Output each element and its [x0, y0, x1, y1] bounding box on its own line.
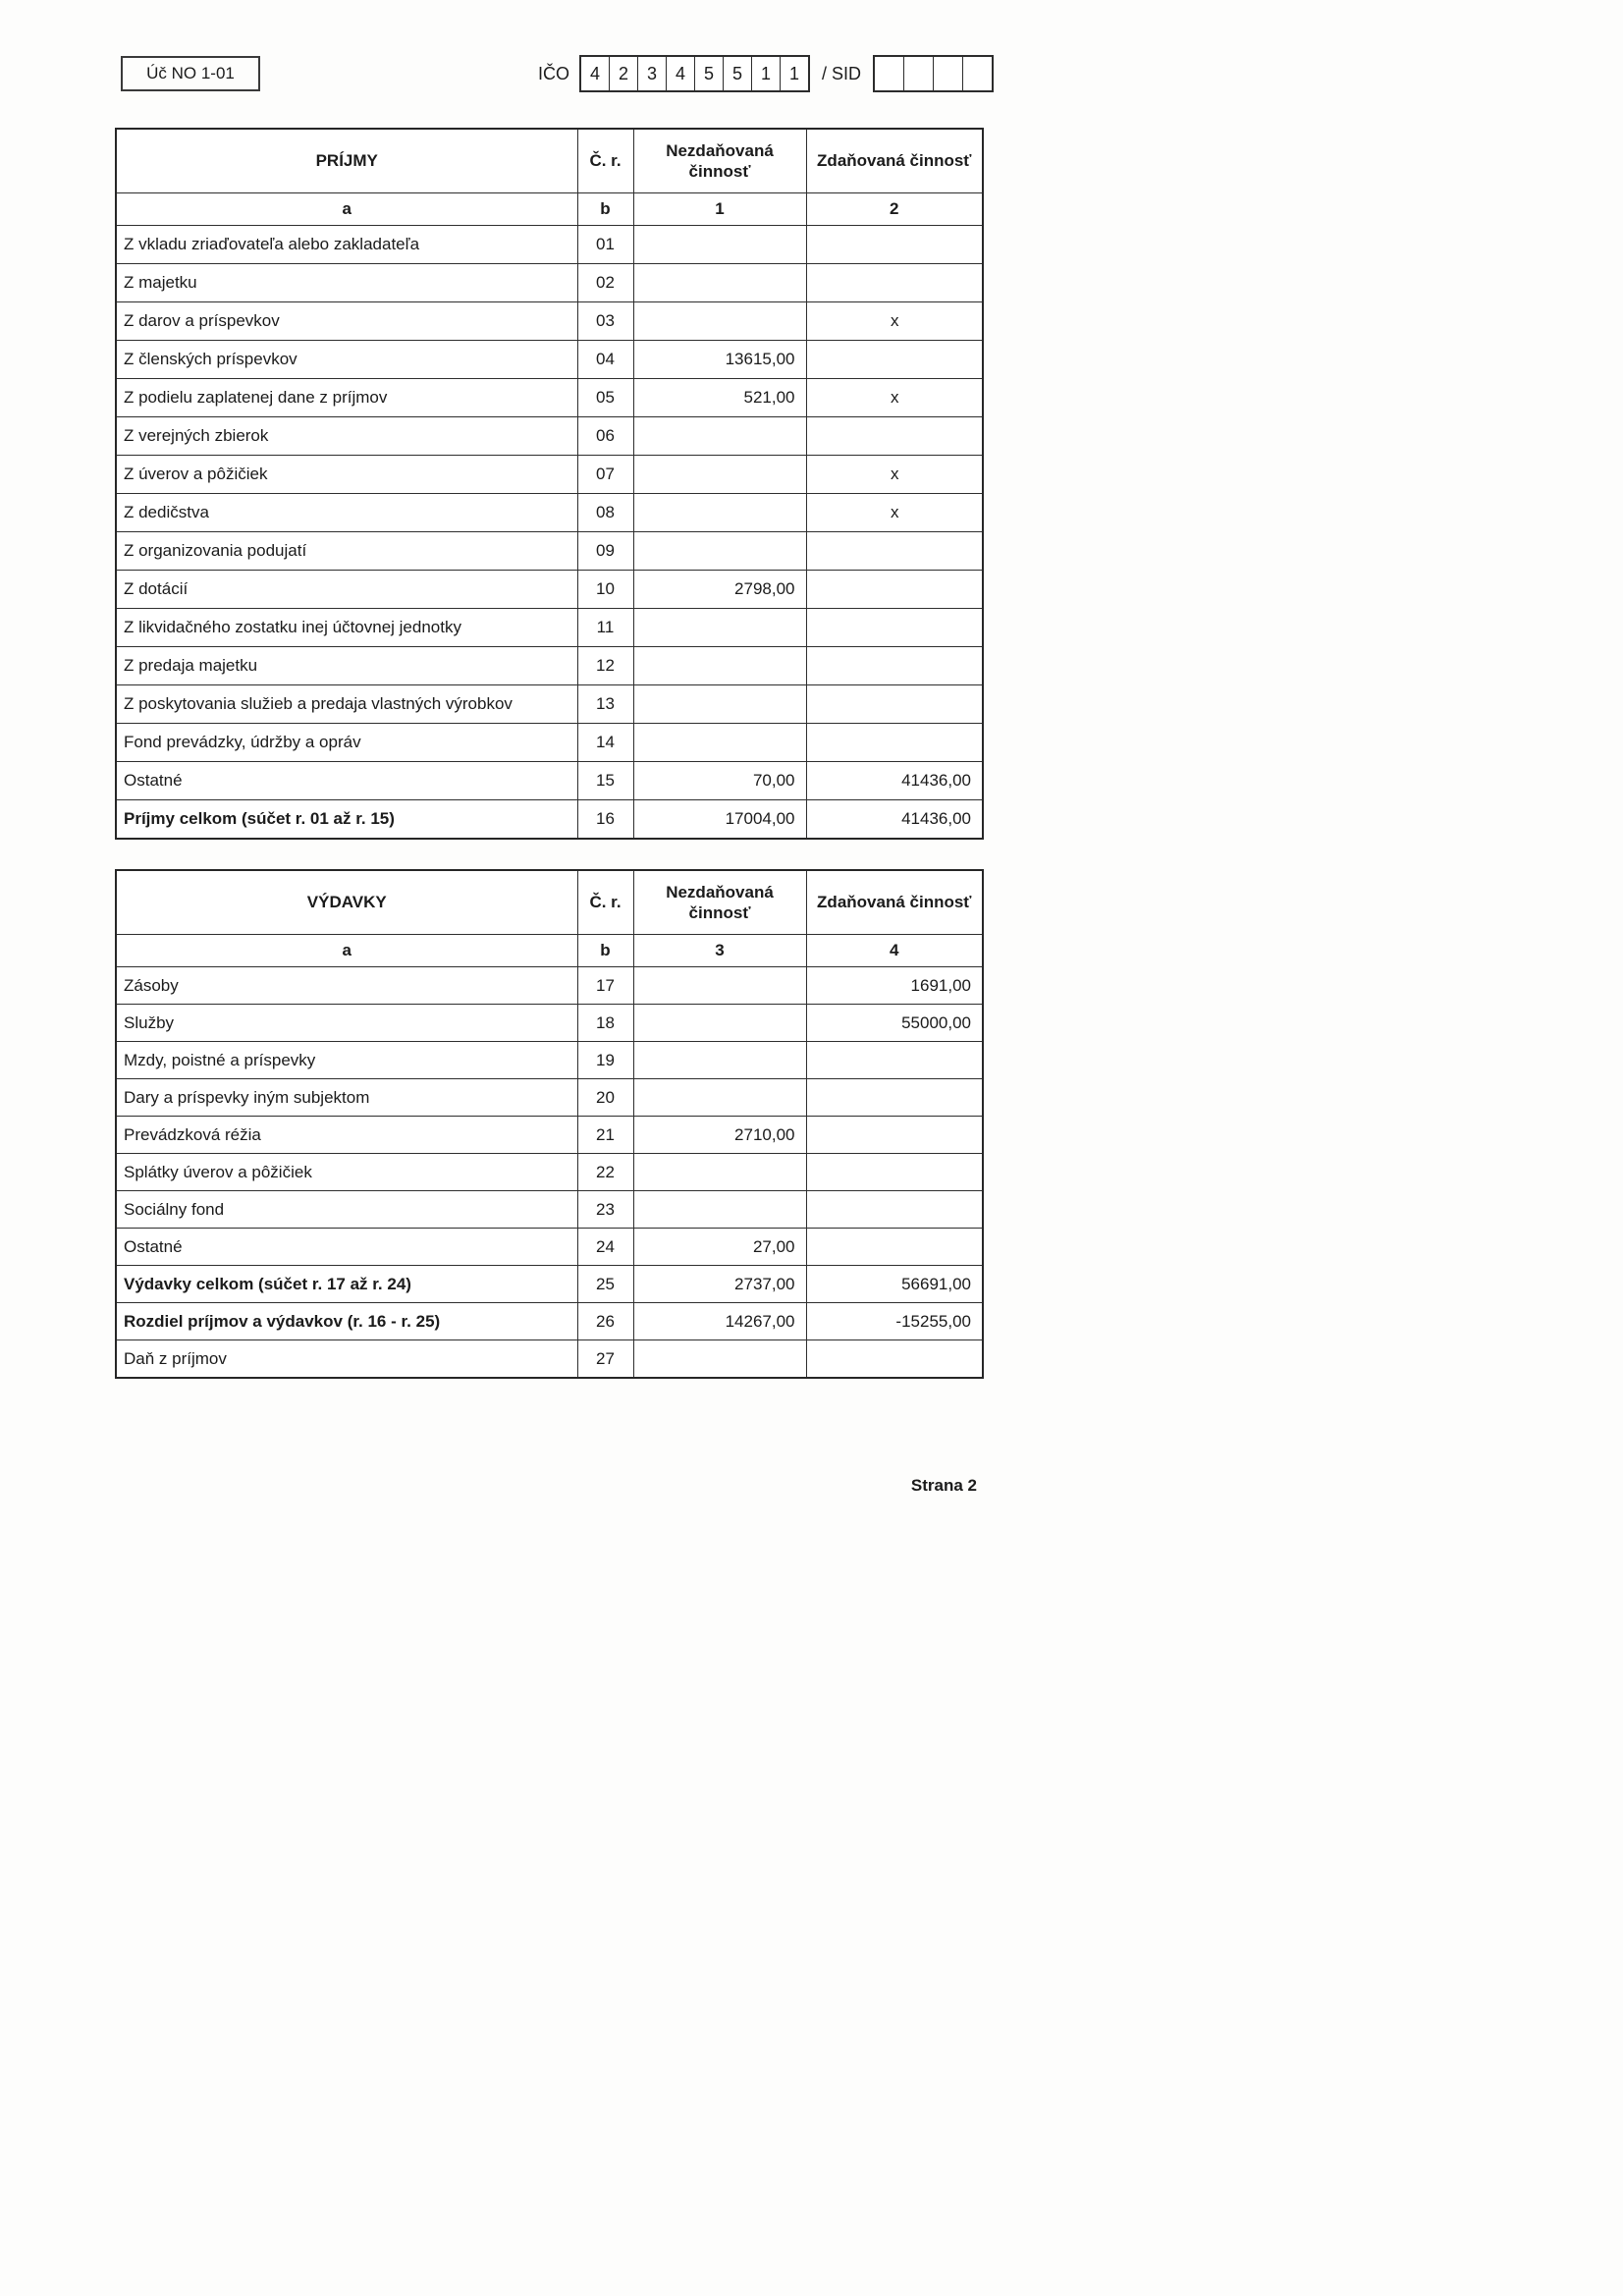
vydavky-header-row: [116, 870, 983, 935]
table-row: [116, 762, 983, 800]
value-nontaxed: [633, 494, 806, 532]
ico-digit: 5: [724, 57, 752, 90]
row-label: Sociálny fond: [116, 1191, 577, 1229]
value-taxed: x: [806, 494, 983, 532]
ico-digit-boxes: [579, 55, 810, 92]
table-row: [116, 302, 983, 341]
prijmy-header-row: [116, 129, 983, 193]
sid-boxes: [873, 55, 994, 92]
row-number: 09: [577, 532, 633, 571]
value-taxed: [806, 1079, 983, 1117]
value-taxed: 56691,00: [806, 1266, 983, 1303]
value-nontaxed: 27,00: [633, 1229, 806, 1266]
row-label: Z verejných zbierok: [116, 417, 577, 456]
row-label: Ostatné: [116, 762, 577, 800]
table-row: [116, 226, 983, 264]
row-number: 23: [577, 1191, 633, 1229]
subheader-3: 3: [633, 935, 806, 967]
row-label: Z likvidačného zostatku inej účtovnej jednotky: [116, 609, 577, 647]
subheader-a: a: [116, 193, 577, 226]
col-nontaxed-header: Nezdaňovaná činnosť: [633, 870, 806, 935]
row-number: 22: [577, 1154, 633, 1191]
value-taxed: [806, 341, 983, 379]
value-nontaxed: 13615,00: [633, 341, 806, 379]
value-nontaxed: [633, 647, 806, 685]
value-nontaxed: 2710,00: [633, 1117, 806, 1154]
value-taxed: x: [806, 456, 983, 494]
table-row: [116, 1079, 983, 1117]
sid-cell: [934, 57, 963, 90]
row-label: Z majetku: [116, 264, 577, 302]
sid-cell: [875, 57, 904, 90]
value-taxed: [806, 571, 983, 609]
row-number: 15: [577, 762, 633, 800]
row-label: Daň z príjmov: [116, 1340, 577, 1379]
value-nontaxed: [633, 724, 806, 762]
row-number: 17: [577, 967, 633, 1005]
value-nontaxed: [633, 1079, 806, 1117]
subheader-b: b: [577, 935, 633, 967]
row-label: Príjmy celkom (súčet r. 01 až r. 15): [116, 800, 577, 840]
value-nontaxed: [633, 226, 806, 264]
page-number: Strana 2: [910, 1476, 977, 1495]
table-row: [116, 1229, 983, 1266]
row-number: 02: [577, 264, 633, 302]
value-nontaxed: [633, 1042, 806, 1079]
row-number: 07: [577, 456, 633, 494]
subheader-b: b: [577, 193, 633, 226]
row-number: 11: [577, 609, 633, 647]
value-taxed: 41436,00: [806, 800, 983, 840]
row-number: 05: [577, 379, 633, 417]
row-number: 12: [577, 647, 633, 685]
value-nontaxed: [633, 967, 806, 1005]
row-label: Zásoby: [116, 967, 577, 1005]
row-label: Splátky úverov a pôžičiek: [116, 1154, 577, 1191]
sid-cell: [904, 57, 934, 90]
value-taxed: [806, 647, 983, 685]
row-number: 26: [577, 1303, 633, 1340]
value-taxed: x: [806, 379, 983, 417]
value-nontaxed: [633, 685, 806, 724]
table-row: [116, 1042, 983, 1079]
table-row: [116, 1005, 983, 1042]
value-nontaxed: 521,00: [633, 379, 806, 417]
row-label: Výdavky celkom (súčet r. 17 až r. 24): [116, 1266, 577, 1303]
subheader-4: 4: [806, 935, 983, 967]
form-code-box: [121, 56, 260, 91]
table-row: [116, 456, 983, 494]
table-row: [116, 724, 983, 762]
ico-sid-row: [538, 55, 994, 92]
value-nontaxed: [633, 1340, 806, 1379]
subheader-1: 1: [633, 193, 806, 226]
value-taxed: [806, 1229, 983, 1266]
value-nontaxed: 70,00: [633, 762, 806, 800]
row-label: Služby: [116, 1005, 577, 1042]
value-taxed: [806, 226, 983, 264]
row-number: 16: [577, 800, 633, 840]
prijmy-table: [115, 128, 984, 840]
ico-digit: 5: [695, 57, 724, 90]
value-nontaxed: 14267,00: [633, 1303, 806, 1340]
row-number: 06: [577, 417, 633, 456]
table-row: [116, 1154, 983, 1191]
col-nontaxed-header: Nezdaňovaná činnosť: [633, 129, 806, 193]
value-nontaxed: [633, 417, 806, 456]
value-taxed: [806, 685, 983, 724]
value-nontaxed: [633, 1005, 806, 1042]
value-taxed: [806, 532, 983, 571]
sid-label: / SID: [822, 63, 862, 83]
row-label: Z organizovania podujatí: [116, 532, 577, 571]
ico-digit: 2: [610, 57, 638, 90]
value-taxed: [806, 724, 983, 762]
row-label: Z podielu zaplatenej dane z príjmov: [116, 379, 577, 417]
prijmy-table-body: [116, 226, 983, 840]
row-number: 04: [577, 341, 633, 379]
value-taxed: -15255,00: [806, 1303, 983, 1340]
table-row: [116, 1117, 983, 1154]
value-taxed: [806, 1191, 983, 1229]
value-taxed: 41436,00: [806, 762, 983, 800]
value-taxed: [806, 417, 983, 456]
row-number: 14: [577, 724, 633, 762]
row-number: 21: [577, 1117, 633, 1154]
ico-digit: 1: [752, 57, 781, 90]
row-label: Rozdiel príjmov a výdavkov (r. 16 - r. 25): [116, 1303, 577, 1340]
row-number: 13: [577, 685, 633, 724]
prijmy-title: PRÍJMY: [116, 129, 577, 193]
value-nontaxed: [633, 302, 806, 341]
value-taxed: 55000,00: [806, 1005, 983, 1042]
row-label: Z darov a príspevkov: [116, 302, 577, 341]
value-nontaxed: [633, 1154, 806, 1191]
row-number: 03: [577, 302, 633, 341]
table-row: [116, 341, 983, 379]
ico-label: IČO: [538, 63, 570, 83]
value-nontaxed: [633, 532, 806, 571]
row-label: Prevádzková réžia: [116, 1117, 577, 1154]
value-taxed: [806, 1340, 983, 1379]
row-label: Z predaja majetku: [116, 647, 577, 685]
table-row: [116, 1340, 983, 1379]
row-number: 10: [577, 571, 633, 609]
row-label: Mzdy, poistné a príspevky: [116, 1042, 577, 1079]
value-nontaxed: [633, 264, 806, 302]
col-cr-header: Č. r.: [577, 129, 633, 193]
vydavky-table-body: [116, 967, 983, 1379]
row-number: 25: [577, 1266, 633, 1303]
prijmy-subheader-row: [116, 193, 983, 226]
value-taxed: x: [806, 302, 983, 341]
value-nontaxed: 17004,00: [633, 800, 806, 840]
table-row: [116, 494, 983, 532]
table-row: [116, 609, 983, 647]
table-row: [116, 417, 983, 456]
subheader-a: a: [116, 935, 577, 967]
row-label: Z dedičstva: [116, 494, 577, 532]
row-label: Z poskytovania služieb a predaja vlastných výrobkov: [116, 685, 577, 724]
ico-digit: 4: [667, 57, 695, 90]
ico-digit: 4: [581, 57, 610, 90]
vydavky-subheader-row: [116, 935, 983, 967]
value-taxed: 1691,00: [806, 967, 983, 1005]
value-nontaxed: [633, 609, 806, 647]
table-row: [116, 532, 983, 571]
row-number: 08: [577, 494, 633, 532]
sid-cell: [963, 57, 992, 90]
vydavky-title: VÝDAVKY: [116, 870, 577, 935]
vydavky-table: [115, 869, 984, 1379]
row-number: 19: [577, 1042, 633, 1079]
value-nontaxed: [633, 456, 806, 494]
total-row: [116, 1266, 983, 1303]
ico-digit: 1: [789, 63, 800, 83]
table-row: [116, 647, 983, 685]
total-row: [116, 1303, 983, 1340]
subheader-2: 2: [806, 193, 983, 226]
value-taxed: [806, 1154, 983, 1191]
table-row: [116, 571, 983, 609]
value-taxed: [806, 1042, 983, 1079]
row-number: 18: [577, 1005, 633, 1042]
row-label: Dary a príspevky iným subjektom: [116, 1079, 577, 1117]
row-number: 20: [577, 1079, 633, 1117]
row-label: Fond prevádzky, údržby a opráv: [116, 724, 577, 762]
row-number: 24: [577, 1229, 633, 1266]
value-taxed: [806, 609, 983, 647]
table-row: [116, 1191, 983, 1229]
col-taxed-header: Zdaňovaná činnosť: [806, 870, 983, 935]
table-row: [116, 967, 983, 1005]
table-row: [116, 379, 983, 417]
row-label: Z vkladu zriaďovateľa alebo zakladateľa: [116, 226, 577, 264]
value-nontaxed: [633, 1191, 806, 1229]
table-row: [116, 264, 983, 302]
row-label: Z dotácií: [116, 571, 577, 609]
row-number: 27: [577, 1340, 633, 1379]
value-nontaxed: 2798,00: [633, 571, 806, 609]
ico-digit: 3: [638, 57, 667, 90]
row-number: 01: [577, 226, 633, 264]
value-taxed: [806, 264, 983, 302]
col-taxed-header: Zdaňovaná činnosť: [806, 129, 983, 193]
row-label: Z členských príspevkov: [116, 341, 577, 379]
row-label: Z úverov a pôžičiek: [116, 456, 577, 494]
table-row: [116, 685, 983, 724]
col-cr-header: Č. r.: [577, 870, 633, 935]
total-row: [116, 800, 983, 840]
form-code-label: Úč NO 1-01: [146, 64, 235, 82]
value-taxed: [806, 1117, 983, 1154]
value-nontaxed: 2737,00: [633, 1266, 806, 1303]
row-label: Ostatné: [116, 1229, 577, 1266]
